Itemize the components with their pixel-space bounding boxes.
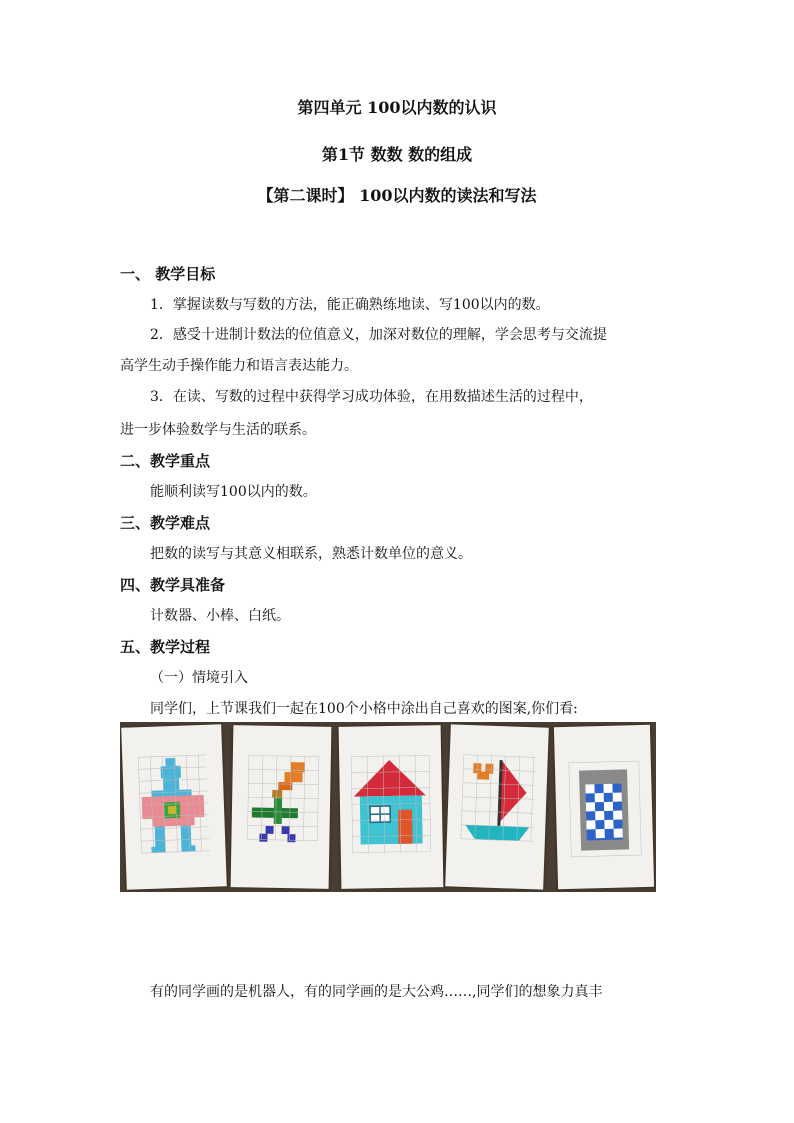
goal-item-2-line-1: 2．感受十进制计数法的位值意义，加深对数位的理解，学会思考与交流提	[150, 327, 607, 343]
unit-title: 第四单元 100以内数的认识	[297, 98, 497, 117]
cup-drawing	[554, 725, 654, 889]
house-drawing	[339, 725, 444, 889]
goals-heading: 一、 教学目标	[120, 265, 216, 283]
goal-item-2-line-2: 高学生动手操作能力和语言表达能力。	[120, 358, 358, 374]
goal-item-3-line-2: 进一步体验数学与生活的联系。	[120, 422, 316, 438]
student-drawings-photo	[120, 722, 656, 892]
process-paragraph-1: 同学们，上节课我们一起在100个小格中涂出自己喜欢的图案,你们看:	[150, 701, 578, 717]
tools-heading: 四、教学具准备	[120, 576, 226, 594]
process-subheading: （一）情境引入	[150, 670, 248, 686]
section-title: 第1节 数数 数的组成	[321, 145, 473, 164]
goal-item-3-line-1: 3．在读、写数的过程中获得学习成功体验，在用数描述生活的过程中，	[150, 389, 593, 405]
tools-text: 计数器、小棒、白纸。	[150, 608, 290, 624]
process-paragraph-2: 有的同学画的是机器人，有的同学画的是大公鸡……,同学们的想象力真丰	[150, 984, 603, 1000]
flower-drawing	[231, 725, 332, 889]
goal-item-1: 1．掌握读数与写数的方法，能正确熟练地读、写100以内的数。	[150, 297, 550, 313]
sailboat-drawing	[445, 724, 549, 889]
key-points-heading: 二、教学重点	[120, 452, 211, 470]
key-points-text: 能顺利读写100以内的数。	[150, 484, 317, 500]
lesson-title: 【第二课时】 100以内数的读法和写法	[257, 186, 537, 205]
difficulties-text: 把数的读写与其意义相联系，熟悉计数单位的意义。	[150, 546, 472, 562]
robot-drawing	[121, 724, 227, 889]
difficulties-heading: 三、教学难点	[120, 514, 211, 532]
process-heading: 五、教学过程	[120, 638, 211, 656]
